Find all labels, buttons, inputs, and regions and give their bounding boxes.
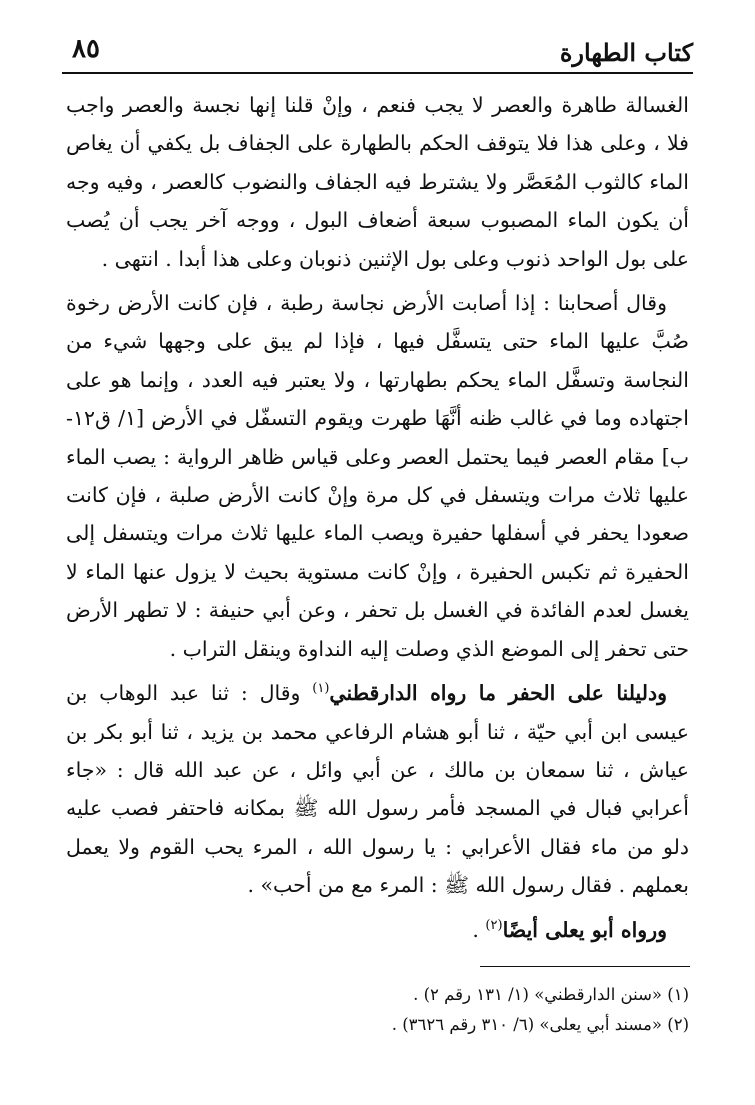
paragraph-4-body: . xyxy=(472,917,486,942)
paragraph-3 xyxy=(66,674,689,904)
paragraph-3-lead: ودليلنا على الحفر ما رواه الدارقطني xyxy=(329,681,667,706)
paragraph-4-lead: ورواه أبو يعلى أيضًا xyxy=(502,917,667,942)
footnote-2: (٢) «مسند أبي يعلى» (٦/ ٣١٠ رقم ٣٦٢٦) . xyxy=(391,1015,689,1034)
footnote-ref-2[interactable]: (٢) xyxy=(485,917,503,933)
paragraph-2: وقال أصحابنا : إذا أصابت الأرض نجاسة رطبة ، فإن كانت الأرض رخوة صُبَّ عليها الماء حتى يتسفَّل فيها ، فإذا لم يبق على وجهها شيء من النجاسة وتسفَّل الماء يحكم بطهارتها ، ولا يعتبر فيه العدد ، وإنما هو على اجتهاده وما في غالب ظنه أنَّهَا طهرت ويقوم التسفّل في الأرض [١/ ق١٢-ب] مقام العصر فيما يحتمل العصر وعلى قياس ظاهر الرواية : يصب الماء عليها ثلاث مرات ويتسفل في كل مرة وإنْ كانت الأرض صلبة ، فإن كانت صعودا يحفر في أسفلها حفيرة ويصب الماء عليها ثلاث مرات ويتسفل إلى الحفيرة ثم تكبس الحفيرة ، وإنْ كانت مستوية بحيث لا يزول عنها الماء لا يغسل لعدم الفائدة في الغسل بل تحفر ، وعن أبي حنيفة : لا تطهر الأرض حتى تحفر إلى الموضع الذي وصلت إليه النداوة وينقل التراب . xyxy=(66,291,689,661)
footnote-ref-1[interactable]: (١) xyxy=(312,681,330,697)
book-title: كتاب الطهارة xyxy=(559,38,693,67)
paragraph-3-body: وقال : ثنا عبد الوهاب بن عيسى ابن أبي حيّة ، ثنا أبو هشام الرفاعي محمد بن يزيد ، ثنا أبو بكر بن عياش ، ثنا سمعان بن مالك ، عن أبي وائل ، عن عبد الله قال : «جاء أعرابي فبال في المسجد فأمر رسول الله ﷺ بمكانه فاحتفر فصب عليه دلو من ماء فقال الأعرابي : يا رسول الله ، المرء يحب القوم ولا يعمل بعملهم . فقال رسول الله ﷺ : المرء مع من أحب» . xyxy=(66,681,689,898)
header-divider xyxy=(62,72,693,74)
footnotes xyxy=(66,980,689,1040)
page-number: ٨٥ xyxy=(72,34,100,64)
paragraph-4 xyxy=(66,911,689,949)
main-text xyxy=(66,86,689,949)
footnote-divider xyxy=(480,966,690,967)
page-header xyxy=(62,28,693,72)
paragraph-1: الغسالة طاهرة والعصر لا يجب فنعم ، وإنْ قلنا إنها نجسة والعصر واجب فلا ، وعلى هذا فلا يتوقف الحكم بالطهارة على الجفاف بل يكفي أن يغاص الماء كالثوب المُعَصَّر ولا يشترط فيه الجفاف والنضوب كالعصر ، وفيه وجه أن يكون الماء المصبوب سبعة أضعاف البول ، ووجه آخر يجب أن يُصب على بول الواحد ذنوب وعلى بول الإثنين ذنوبان وعلى هذا أبدا . انتهى . xyxy=(66,93,689,271)
footnote-1: (١) «سنن الدارقطني» (١/ ١٣١ رقم ٢) . xyxy=(413,985,689,1004)
